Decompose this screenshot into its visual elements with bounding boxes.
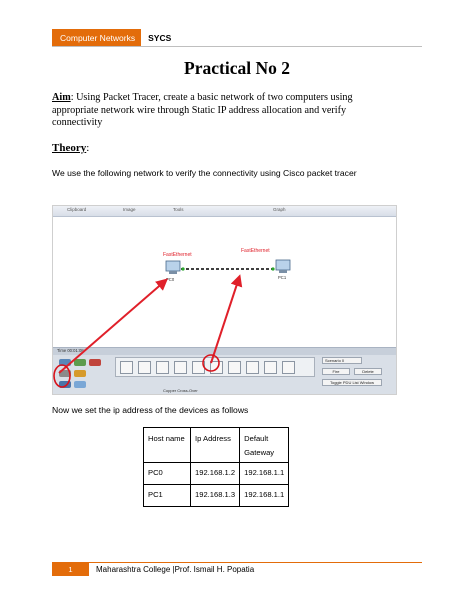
pt-delete-button: Delete — [354, 368, 382, 375]
page-footer — [52, 563, 254, 576]
pt-toggle-pdu-button: Toggle PDU List Window — [322, 379, 382, 386]
highlight-circle-end-devices — [54, 365, 70, 387]
cell-gateway: 192.168.1.1 — [240, 463, 289, 485]
pt-fire-button: Fire — [322, 368, 350, 375]
pc1-label: PC1 — [278, 275, 287, 280]
aim-paragraph — [52, 92, 392, 130]
cell-host: PC0 — [144, 463, 191, 485]
header-course: Computer Networks — [60, 32, 136, 43]
pt-overlay — [53, 206, 397, 395]
link-light-left — [181, 267, 184, 270]
header-host-name: Host name — [144, 428, 191, 463]
header-class: SYCS — [148, 32, 172, 43]
pt-tab-clipboard: Clipboard — [67, 207, 87, 212]
theory-suffix: : — [86, 142, 90, 154]
header-ip-address: Ip Address — [191, 428, 240, 463]
intro-text: We use the following network to verify the connectivity using Cisco packet tracer — [52, 168, 357, 178]
cell-ip: 192.168.1.3 — [191, 485, 240, 507]
ip-address-table — [143, 427, 289, 507]
pc0-icon — [166, 261, 180, 274]
aim-label: Aim — [52, 92, 71, 103]
pc0-label: PC0 — [166, 277, 175, 282]
footer-text: Maharashtra College |Prof. Ismail H. Popatia — [96, 565, 255, 574]
pc1-icon — [276, 260, 290, 273]
table-row — [144, 463, 289, 485]
pt-time-label: Time 00:01:08 — [57, 348, 84, 353]
header-rule — [52, 46, 422, 47]
header-default-gateway: Default Gateway — [240, 428, 289, 463]
link-label-right: FastEthernet — [241, 248, 270, 254]
header-course-tab — [52, 29, 141, 46]
pt-tab-graph: Graph — [273, 207, 286, 212]
pt-tab-image: Image — [123, 207, 136, 212]
cell-ip: 192.168.1.2 — [191, 463, 240, 485]
theory-label: Theory — [52, 142, 87, 154]
set-ip-text: Now we set the ip address of the devices as follows — [52, 405, 249, 415]
table-row — [144, 485, 289, 507]
page-number: 1 — [52, 563, 89, 576]
link-label-left: FastEthernet — [163, 252, 192, 258]
theory-heading — [52, 142, 89, 154]
arrow-to-pc0 — [59, 281, 165, 373]
cell-gateway: 192.168.1.1 — [240, 485, 289, 507]
page-header — [52, 29, 177, 46]
arrow-to-link — [211, 278, 239, 363]
cell-host: PC1 — [144, 485, 191, 507]
pt-cable-status: Copper Cross-Over — [163, 388, 198, 393]
aim-text: : Using Packet Tracer, create a basic network of two computers using appropriate network wire through Static IP address allocation and verify connectivity — [52, 92, 353, 129]
scenario-select: Scenario 0 — [322, 357, 362, 364]
packet-tracer-screenshot — [52, 205, 397, 395]
pt-tab-tools: Tools — [173, 207, 184, 212]
link-light-right — [271, 267, 274, 270]
page-title: Practical No 2 — [184, 58, 290, 78]
table-header-row — [144, 428, 289, 463]
